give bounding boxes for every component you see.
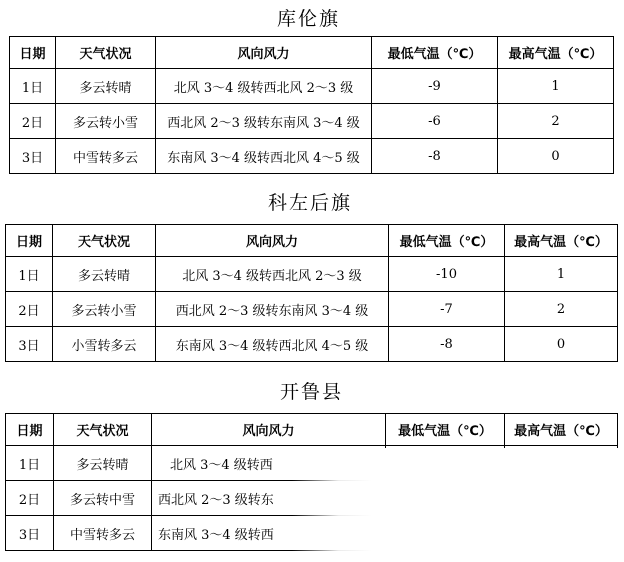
cell-date: 3日	[6, 327, 53, 362]
header-wind: 风向风力	[152, 414, 386, 446]
forecast-table	[9, 36, 614, 174]
table-row	[10, 69, 614, 104]
cell-weather: 小雪转多云	[53, 327, 156, 362]
cell-date: 3日	[10, 139, 56, 174]
cell-min-temp	[386, 446, 505, 481]
table-header-row	[6, 225, 618, 257]
header-max-temp: 最高气温（℃）	[505, 225, 618, 257]
cell-date: 1日	[10, 69, 56, 104]
header-min-temp: 最低气温（℃）	[386, 414, 505, 446]
header-date: 日期	[10, 37, 56, 69]
cell-date: 1日	[6, 257, 53, 292]
cell-min-temp: -8	[372, 139, 498, 174]
cell-weather: 多云转晴	[54, 446, 152, 481]
table-row	[6, 446, 618, 481]
header-wind: 风向风力	[156, 225, 389, 257]
section-title: 开鲁县	[280, 381, 344, 403]
cell-min-temp	[386, 516, 505, 551]
cell-wind: 西北风 2～3 级转东南风 3～4 级	[156, 292, 389, 327]
table-header-row	[10, 37, 614, 69]
cell-max-temp: 2	[505, 292, 618, 327]
forecast-table	[5, 413, 618, 551]
table-row	[6, 481, 618, 516]
table-header-row	[6, 414, 618, 446]
cell-wind: 东南风 3～4 级转西北风 4～5 级	[156, 327, 389, 362]
cell-min-temp: -6	[372, 104, 498, 139]
header-max-temp: 最高气温（℃）	[505, 414, 618, 446]
cell-min-temp: -8	[389, 327, 505, 362]
table-row	[10, 104, 614, 139]
cell-min-temp: -10	[389, 257, 505, 292]
cell-min-temp: -9	[372, 69, 498, 104]
cell-weather: 多云转小雪	[53, 292, 156, 327]
cell-date: 1日	[6, 446, 54, 481]
cell-wind: 东南风 3～4 级转西	[152, 516, 386, 551]
cell-date: 3日	[6, 516, 54, 551]
header-max-temp: 最高气温（℃）	[498, 37, 614, 69]
header-min-temp: 最低气温（℃）	[389, 225, 505, 257]
header-weather: 天气状况	[56, 37, 156, 69]
cell-max-temp: 0	[505, 327, 618, 362]
cell-date: 2日	[10, 104, 56, 139]
cell-wind: 北风 3～4 级转西	[152, 446, 386, 481]
cell-date: 2日	[6, 292, 53, 327]
cell-date: 2日	[6, 481, 54, 516]
cell-max-temp: 0	[498, 139, 614, 174]
table-row	[10, 139, 614, 174]
cell-wind: 东南风 3～4 级转西北风 4～5 级	[156, 139, 372, 174]
header-date: 日期	[6, 414, 54, 446]
cell-min-temp: -7	[389, 292, 505, 327]
cell-max-temp	[505, 446, 618, 481]
cell-max-temp: 1	[498, 69, 614, 104]
table-row	[6, 292, 618, 327]
header-weather: 天气状况	[53, 225, 156, 257]
cell-wind: 北风 3～4 级转西北风 2～3 级	[156, 257, 389, 292]
cell-max-temp: 2	[498, 104, 614, 139]
cell-weather: 多云转晴	[53, 257, 156, 292]
cell-weather: 多云转小雪	[56, 104, 156, 139]
cell-min-temp	[386, 481, 505, 516]
header-date: 日期	[6, 225, 53, 257]
cell-weather: 中雪转多云	[56, 139, 156, 174]
header-weather: 天气状况	[54, 414, 152, 446]
cell-wind: 北风 3～4 级转西北风 2～3 级	[156, 69, 372, 104]
cell-weather: 多云转晴	[56, 69, 156, 104]
header-wind: 风向风力	[156, 37, 372, 69]
cell-max-temp	[505, 481, 618, 516]
section-title: 科左后旗	[268, 192, 353, 214]
cell-max-temp	[505, 516, 618, 551]
forecast-table	[5, 224, 618, 362]
table-row	[6, 516, 618, 551]
table-row	[6, 257, 618, 292]
section-title: 库伦旗	[277, 8, 341, 30]
cell-weather: 多云转中雪	[54, 481, 152, 516]
header-min-temp: 最低气温（℃）	[372, 37, 498, 69]
cell-wind: 西北风 2～3 级转东	[152, 481, 386, 516]
cell-max-temp: 1	[505, 257, 618, 292]
table-row	[6, 327, 618, 362]
cell-wind: 西北风 2～3 级转东南风 3～4 级	[156, 104, 372, 139]
cell-weather: 中雪转多云	[54, 516, 152, 551]
